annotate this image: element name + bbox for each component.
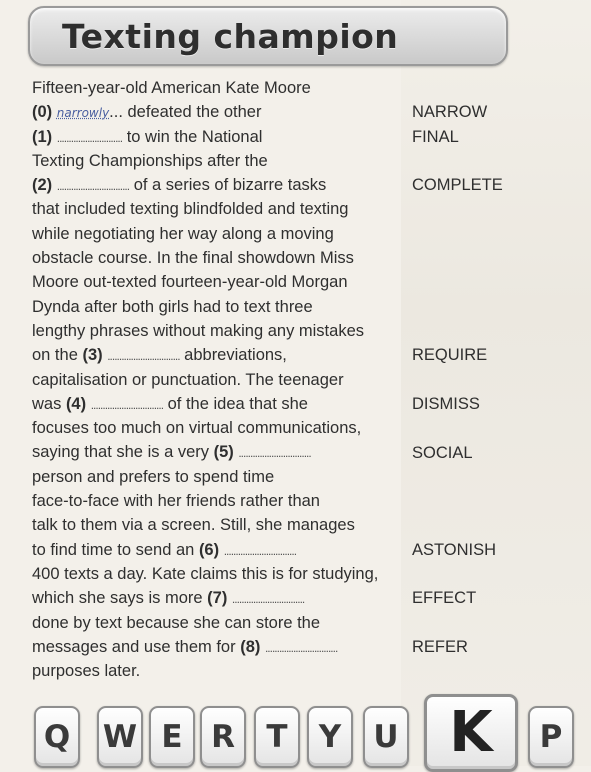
passage-text: of the idea that she bbox=[163, 394, 308, 413]
passage-text: to win the National bbox=[122, 127, 263, 146]
passage-text: person and prefers to spend time bbox=[32, 467, 275, 486]
passage-text: of a series of bizarre tasks bbox=[129, 176, 327, 195]
keyboard-key-k: K bbox=[424, 694, 518, 772]
passage-text: ... defeated the other bbox=[109, 103, 262, 122]
passage-text: purposes later. bbox=[32, 662, 141, 681]
keyboard-key-e: E bbox=[149, 706, 195, 768]
passage-text: lengthy phrases without making any mistakes bbox=[32, 321, 364, 340]
passage-text: focuses too much on virtual communications, bbox=[32, 419, 362, 438]
passage-line bbox=[32, 659, 412, 683]
gap-number: (1) bbox=[32, 127, 57, 146]
gap-number: (7) bbox=[207, 589, 232, 608]
passage-text: saying that she is a very bbox=[32, 443, 214, 462]
answer-gap: ............................... bbox=[238, 446, 311, 461]
gap-number: (5) bbox=[213, 443, 239, 462]
gap-number: (2) bbox=[32, 176, 57, 195]
word-bank-item: EFFECT bbox=[412, 589, 477, 608]
gap-number: (4) bbox=[65, 394, 91, 413]
passage bbox=[32, 76, 412, 683]
word-bank-item: COMPLETE bbox=[412, 176, 503, 195]
passage-line bbox=[32, 465, 412, 489]
keyboard-key-t: T bbox=[254, 706, 300, 768]
passage-line bbox=[32, 562, 412, 586]
answer-gap: ............................ bbox=[56, 130, 123, 145]
passage-text: done by text because she can store the bbox=[32, 613, 321, 632]
passage-line bbox=[32, 440, 412, 464]
keyboard-key-w: W bbox=[97, 706, 143, 768]
keyboard-key-q: Q bbox=[34, 706, 80, 768]
passage-text: which she says is more bbox=[32, 589, 208, 608]
passage-text: talk to them via a screen. Still, she manages bbox=[32, 516, 355, 535]
passage-text: Texting Championships after the bbox=[32, 151, 268, 170]
word-bank-item: DISMISS bbox=[412, 394, 480, 413]
answer-gap: ............................... bbox=[231, 592, 305, 607]
passage-line bbox=[32, 246, 412, 270]
passage-text: Moore out-texted fourteen-year-old Morgan bbox=[32, 273, 348, 292]
keyboard-key-p: P bbox=[528, 706, 574, 768]
passage-line bbox=[32, 295, 412, 319]
word-bank-item: SOCIAL bbox=[412, 443, 473, 462]
gap-number: (6) bbox=[198, 540, 224, 559]
passage-line bbox=[32, 125, 412, 149]
answer-gap: ............................... bbox=[223, 543, 297, 558]
passage-line bbox=[32, 513, 412, 537]
answer-gap: ............................... bbox=[264, 640, 338, 655]
passage-line bbox=[32, 392, 412, 416]
example-answer: narrowly bbox=[56, 106, 110, 121]
title-banner bbox=[28, 6, 508, 66]
page-title: Texting champion bbox=[62, 17, 399, 56]
passage-line bbox=[32, 343, 412, 367]
passage-line bbox=[32, 586, 412, 610]
word-bank-item: ASTONISH bbox=[412, 540, 497, 559]
keyboard-key-row bbox=[0, 694, 591, 766]
passage-text: on the bbox=[32, 346, 83, 365]
passage-line bbox=[32, 173, 412, 197]
passage-text: was bbox=[32, 394, 66, 413]
passage-line bbox=[32, 270, 412, 294]
passage-text: capitalisation or punctuation. The teenager bbox=[32, 370, 344, 389]
passage-text: that included texting blindfolded and texting bbox=[32, 200, 349, 219]
word-bank-item: REQUIRE bbox=[412, 346, 488, 365]
passage-line bbox=[32, 222, 412, 246]
passage-text: Fifteen-year-old American Kate Moore bbox=[32, 79, 311, 97]
passage-line bbox=[32, 319, 412, 343]
passage-text: while negotiating her way along a moving bbox=[32, 224, 334, 243]
passage-text: abbreviations, bbox=[179, 346, 287, 365]
passage-text: to find time to send an bbox=[32, 540, 199, 559]
passage-text: face-to-face with her friends rather than bbox=[32, 492, 320, 511]
passage-text: 400 texts a day. Kate claims this is for studying, bbox=[32, 564, 379, 583]
passage-text: messages and use them for bbox=[32, 637, 241, 656]
passage-line bbox=[32, 489, 412, 513]
answer-gap: ............................... bbox=[56, 179, 130, 194]
gap-number: (3) bbox=[82, 346, 108, 365]
passage-text: obstacle course. In the final showdown Miss bbox=[32, 249, 354, 268]
passage-line bbox=[32, 197, 412, 221]
answer-gap: ............................... bbox=[107, 349, 180, 364]
gap-number: (0) bbox=[32, 103, 57, 122]
gap-number: (8) bbox=[240, 637, 265, 656]
passage-line bbox=[32, 100, 412, 124]
passage-line bbox=[32, 538, 412, 562]
keyboard-key-y: Y bbox=[307, 706, 353, 768]
answer-gap: ............................... bbox=[90, 397, 164, 412]
word-bank-item: FINAL bbox=[412, 127, 459, 146]
word-bank-item: NARROW bbox=[412, 103, 488, 122]
passage-line bbox=[32, 149, 412, 173]
passage-line bbox=[32, 635, 412, 659]
passage-line bbox=[32, 416, 412, 440]
word-bank-item: REFER bbox=[412, 637, 468, 656]
passage-line bbox=[32, 611, 412, 635]
keyboard-key-u: U bbox=[363, 706, 409, 768]
keyboard-key-r: R bbox=[200, 706, 246, 768]
passage-line bbox=[32, 368, 412, 392]
passage-text: Dynda after both girls had to text three bbox=[32, 297, 313, 316]
passage-line bbox=[32, 76, 412, 100]
